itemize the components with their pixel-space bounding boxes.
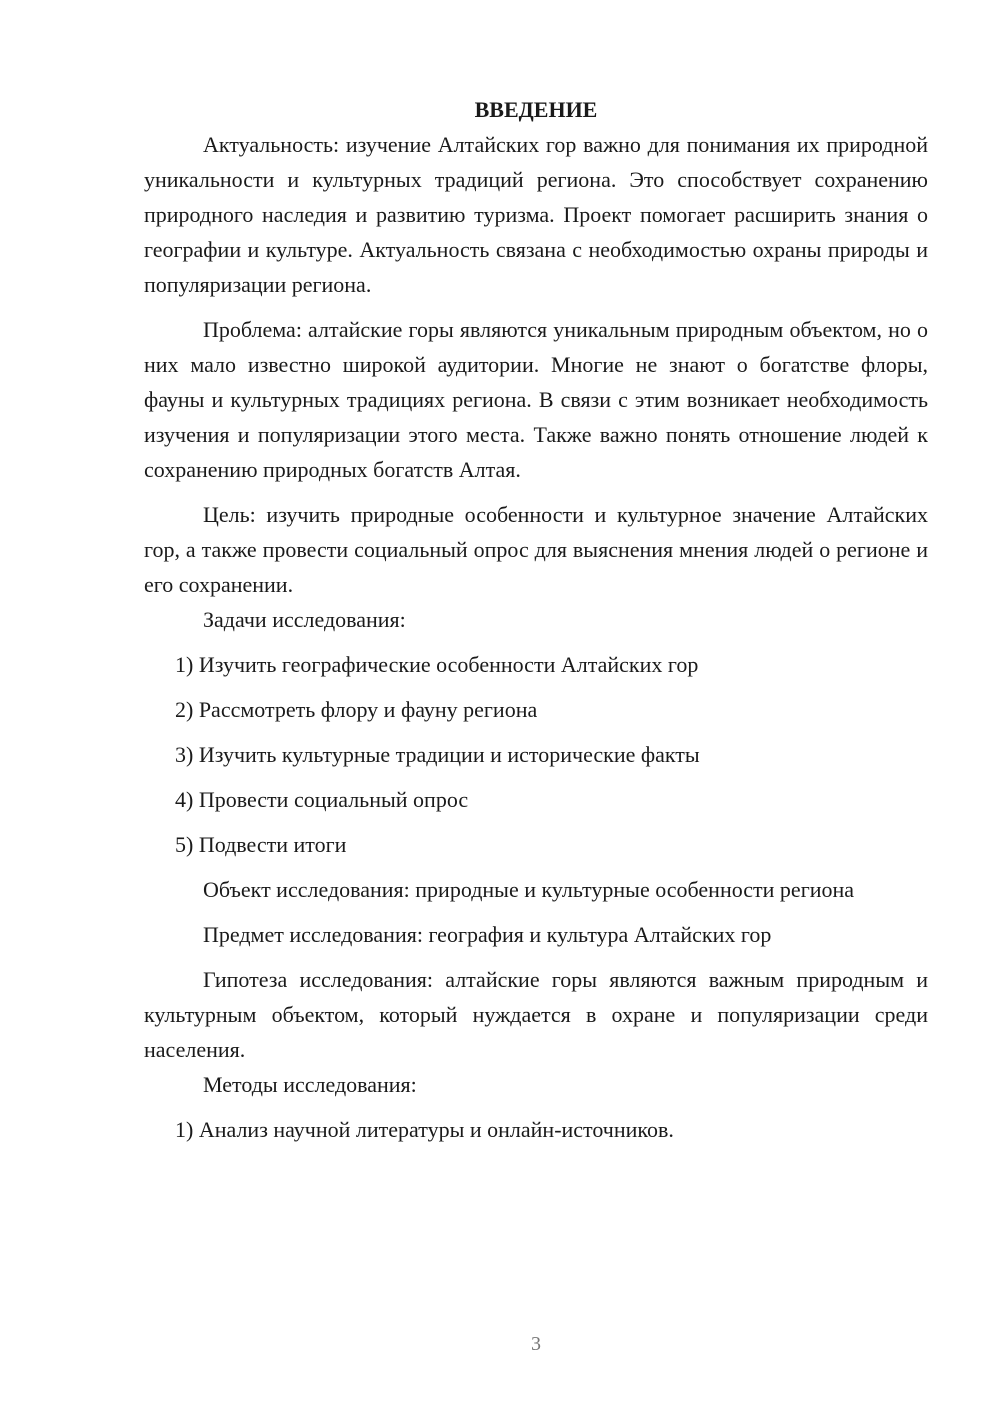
tasks-list bbox=[144, 647, 928, 862]
page-number: 3 bbox=[531, 1333, 541, 1355]
document-page bbox=[144, 92, 928, 1147]
list-item: 5) Подвести итоги bbox=[175, 832, 347, 857]
methods-list bbox=[144, 1112, 928, 1147]
list-item: 2) Рассмотреть флору и фауну региона bbox=[175, 697, 538, 722]
methods-title: Методы исследования: bbox=[203, 1072, 417, 1097]
list-item: 1) Анализ научной литературы и онлайн-источников. bbox=[175, 1117, 674, 1142]
problem-paragraph: Проблема: алтайские горы являются уникальным природным объектом, но о них мало известно широкой аудитории. Многие не знают о богатстве флоры, фауны и культурных традициях региона. В связи с этим возникает необходимость изучения и популяризации этого места. Также важно понять отношение людей к сохранению природных богатств Алтая. bbox=[144, 317, 928, 482]
object-paragraph: Объект исследования: природные и культурные особенности региона bbox=[203, 877, 855, 902]
list-item: 4) Провести социальный опрос bbox=[175, 787, 469, 812]
goal-paragraph: Цель: изучить природные особенности и культурное значение Алтайских гор, а также провести социальный опрос для выяснения мнения людей о регионе и его сохранении. bbox=[144, 502, 928, 597]
list-item: 3) Изучить культурные традиции и исторические факты bbox=[175, 742, 700, 767]
list-item: 1) Изучить географические особенности Алтайских гор bbox=[175, 652, 699, 677]
tasks-title: Задачи исследования: bbox=[203, 607, 406, 632]
page-title: ВВЕДЕНИЕ bbox=[474, 97, 598, 122]
subject-paragraph: Предмет исследования: география и культура Алтайских гор bbox=[203, 922, 772, 947]
hypothesis-paragraph: Гипотеза исследования: алтайские горы являются важным природным и культурным объектом, который нуждается в охране и популяризации среди населения. bbox=[144, 967, 928, 1062]
actuality-paragraph: Актуальность: изучение Алтайских гор важно для понимания их природной уникальности и культурных традиций региона. Это способствует сохранению природного наследия и развитию туризма. Проект помогает расширить знания о географии и культуре. Актуальность связана с необходимостью охраны природы и популяризации региона. bbox=[144, 132, 928, 297]
